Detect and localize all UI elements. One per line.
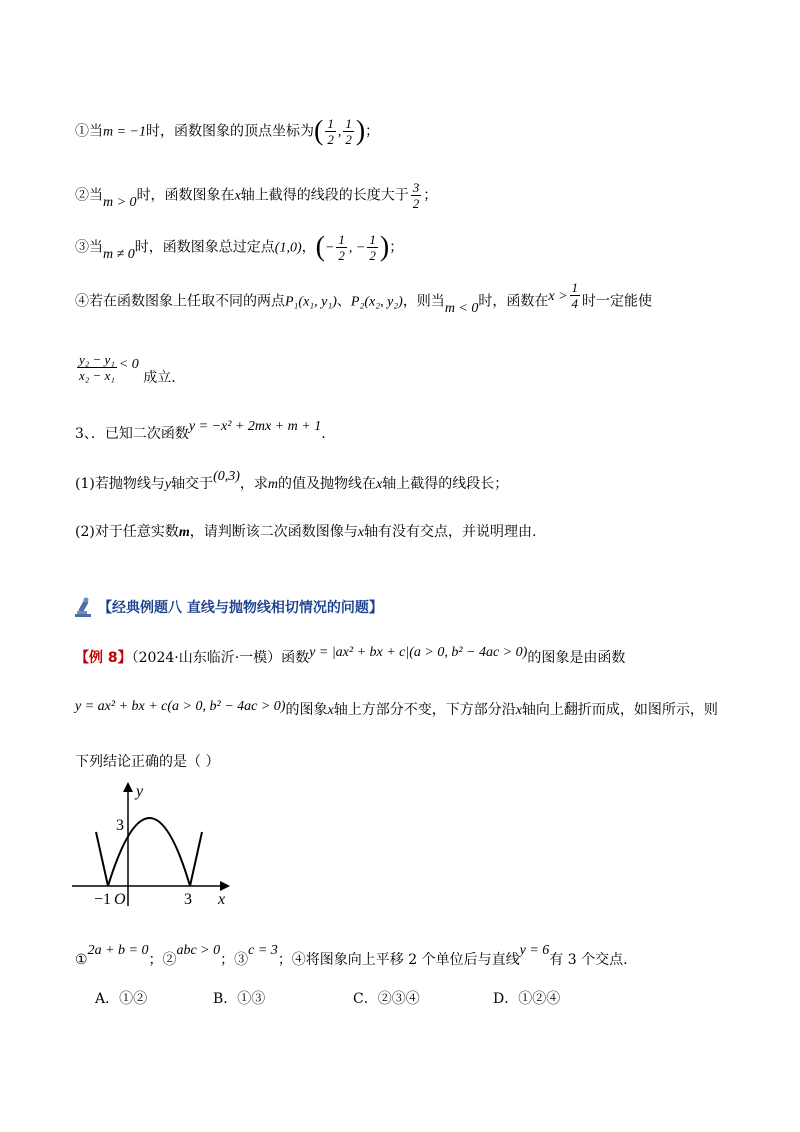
statement-4: ④若在函数图象上任取不同的两点P₁(x₁, y₁)、P₂(x₂, y₂)，则当m < 0时，函数在x > $\frac{1}{4}$ 时一定能使 (75, 280, 653, 316)
statement-3-condition: m ≠ 0 (103, 246, 135, 262)
graph-curve-right-arm (190, 832, 202, 886)
example-source: （2024·山东临沂·一模）函数 (131, 650, 310, 666)
microscope-icon (72, 596, 94, 618)
slope-fraction: $\frac{\text{y₂ − y₁}}{\text{x₂ − x₁}}$ (79, 352, 115, 383)
vertex-y-fraction: $\frac{1}{2}$ (345, 116, 352, 147)
section-title: 【经典例题八 直线与抛物线相切情况的问题】 (98, 600, 383, 616)
problem-3-question-2: (2)对于任意实数m，请判断该二次函数图像与x轴有没有交点，并说明理由. (75, 524, 537, 540)
y-intercept-label: 3 (116, 817, 124, 834)
problem-3: 3、．已知二次函数y = −x² + 2mx + m + 1. (75, 419, 326, 442)
statement-c: c = 3 (248, 943, 278, 958)
x-axis-label: x (218, 891, 226, 908)
length-fraction: $\frac{3}{2}$ (412, 180, 420, 211)
example-8-line-3: 下列结论正确的是（ ） (75, 754, 220, 770)
statement-2-condition: m > 0 (103, 194, 137, 210)
graph-curve-left-arm (96, 832, 108, 886)
statement-1-condition: m = −1 (103, 124, 147, 140)
example-label: 【例 8】 (75, 650, 132, 666)
fixed-point-1: (1,0) (274, 240, 302, 256)
option-b[interactable]: B．①③ (213, 991, 266, 1007)
option-c[interactable]: C．②③④ (353, 991, 420, 1007)
origin-label: O (114, 891, 126, 908)
statement-3: ③当m ≠ 0时，函数图象总过定点(1,0)，(− $\frac{1}{2}$ , − $\frac{1}{2}$ )； (75, 231, 404, 263)
problem-3-question-1: (1)若抛物线与y轴交于(0,3)，求m的值及抛物线在x轴上截得的线段长； (75, 469, 509, 492)
x-intercept-neg1-label: −1 (94, 891, 112, 908)
problem-3-formula: y = −x² + 2mx + m + 1 (188, 419, 322, 434)
example-formula-1: y = |ax² + bx + c|(a > 0, b² − 4ac > 0) (309, 645, 528, 660)
option-a[interactable]: A．①② (95, 991, 148, 1007)
statement-4-continued: $\frac{\text{y₂ − y₁}}{\text{x₂ − x₁}}$ < 0 成立. (79, 352, 176, 386)
statements-line: ①2a + b = 0；②abc > 0；③c = 3；④将图象向上平移 2 个单位后与直线y = 6有 3 个交点. (75, 943, 628, 968)
vertex-x-fraction: $\frac{1}{2}$ (327, 116, 334, 147)
statement-d: y = 6 (519, 943, 550, 958)
example-8-line-2: y = ax² + bx + c(a > 0, b² − 4ac > 0)的图象x轴上方部分不变，下方部分沿x轴向上翻折而成，如图所示，则 (75, 699, 718, 718)
statement-1-prefix: ①当 (75, 123, 103, 140)
section-heading (72, 596, 383, 618)
y-axis-arrow (123, 782, 133, 792)
function-graph (66, 780, 246, 910)
statement-a: 2a + b = 0 (87, 943, 149, 958)
statement-1-text: 时，函数图象的顶点坐标为 (146, 123, 315, 140)
statement-2: ②当m > 0时，函数图象在x轴上截得的线段的长度大于 $\frac{3}{2}$ ； (75, 180, 438, 211)
option-d[interactable]: D．①②④ (493, 991, 561, 1007)
point-p2: P₂(x₂, y₂) (350, 294, 403, 310)
example-8-line-1: 【例 8】（2024·山东临沂·一模）函数y = |ax² + bx + c|(a > 0, b² − 4ac > 0)的图象是由函数 (75, 645, 626, 666)
statement-1: ①当m = −1时，函数图象的顶点坐标为( $\frac{1}{2}$ , $\frac{1}{2}$ )； (75, 115, 380, 147)
y-axis-label: y (136, 783, 144, 800)
statement-b: abc > 0 (176, 943, 221, 958)
point-p1: P₁(x₁, y₁) (285, 294, 337, 310)
x-axis-arrow (220, 881, 230, 891)
example-formula-2: y = ax² + bx + c(a > 0, b² − 4ac > 0) (75, 699, 286, 714)
x-intercept-3-label: 3 (184, 891, 192, 908)
